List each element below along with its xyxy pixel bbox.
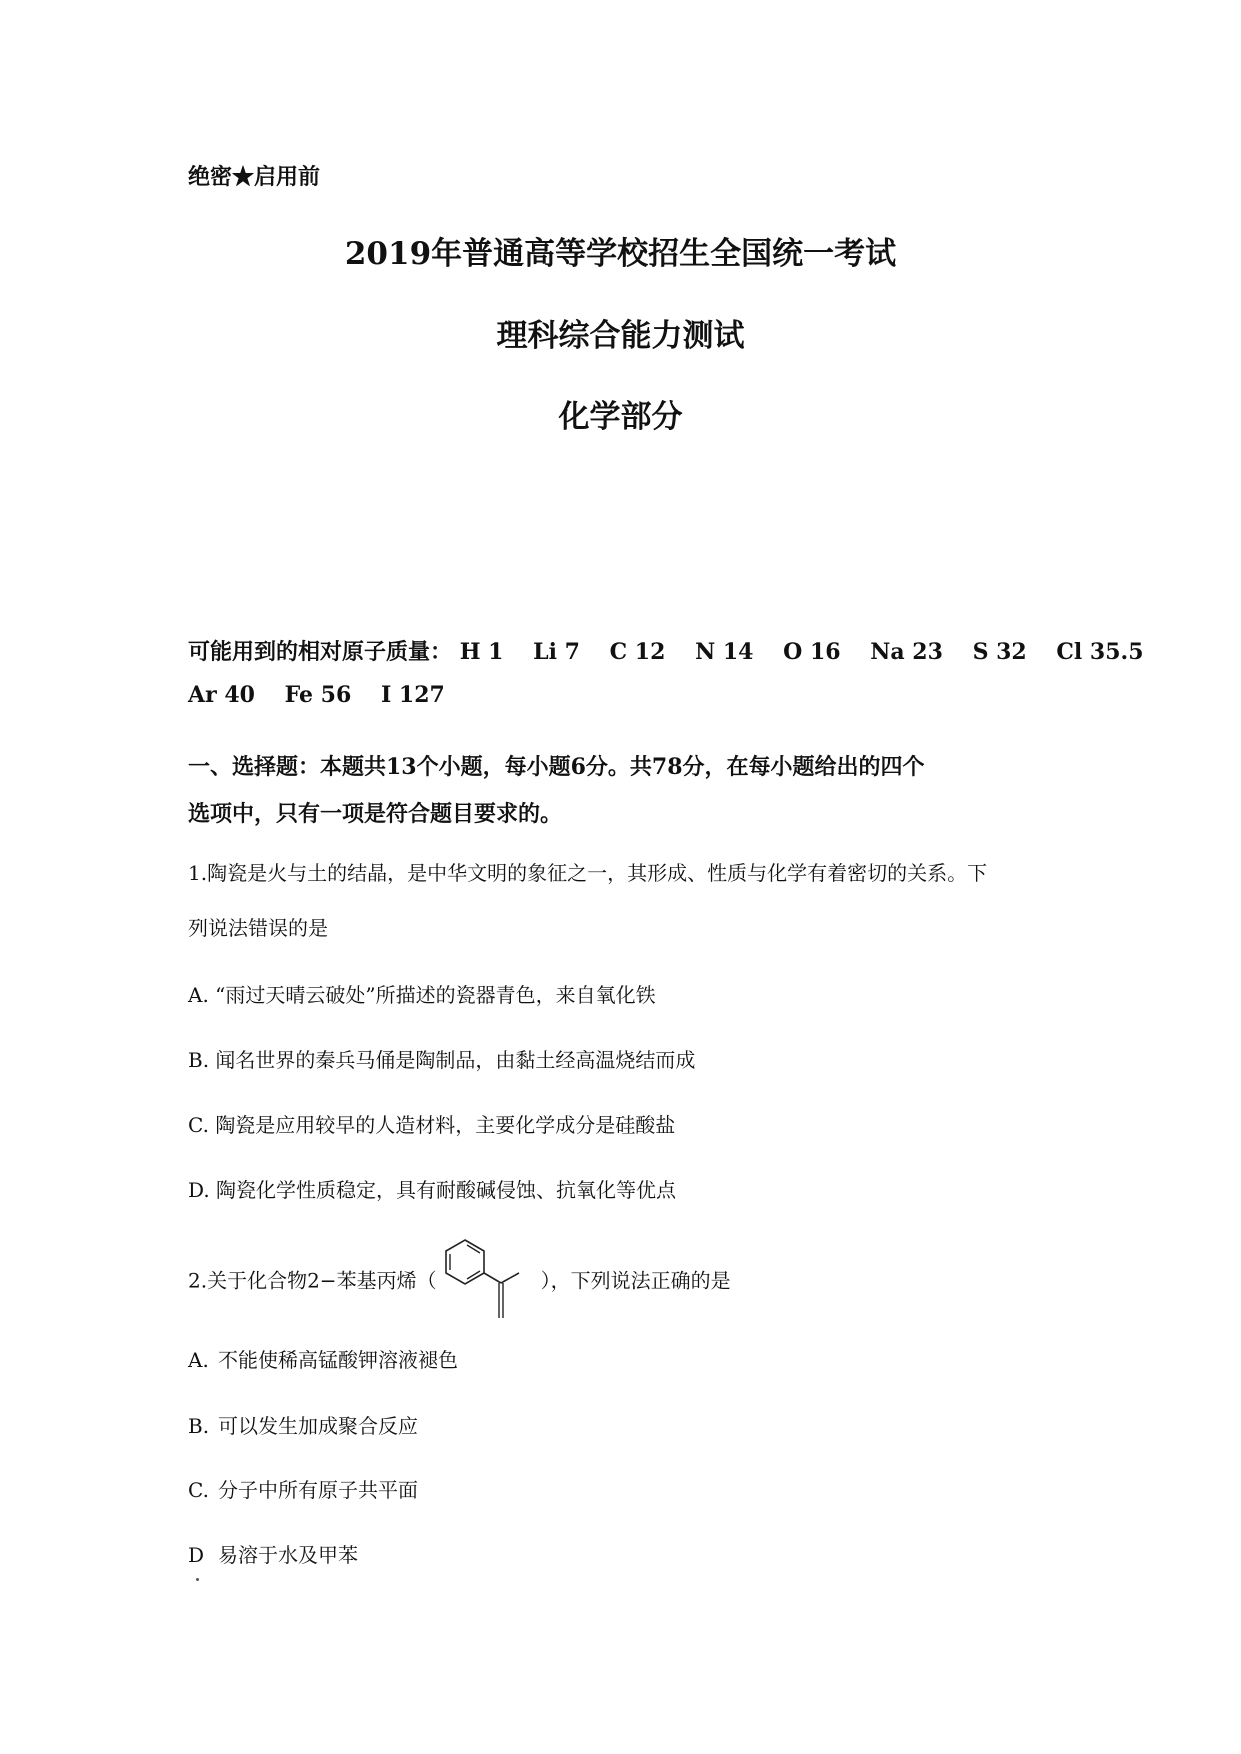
option-label: B. xyxy=(188,1048,210,1072)
option-label: A. xyxy=(188,983,209,1007)
secret-notice: 绝密★启用前 xyxy=(188,164,321,190)
exam-title: 2019年普通高等学校招生全国统一考试 xyxy=(344,236,897,272)
option-text: 陶瓷是应用较早的人造材料，主要化学成分是硅酸盐 xyxy=(215,1113,676,1137)
atomic-mass-item: S 32 xyxy=(972,639,1027,665)
atomic-mass-item: Ar 40 xyxy=(188,682,255,708)
2-phenylpropene-structure-icon xyxy=(439,1236,539,1322)
exam-subtitle: 理科综合能力测试 xyxy=(496,318,745,354)
atomic-mass-item: H 1 xyxy=(459,639,504,665)
option-text: “雨过天晴云破处”所描述的瓷器青色，来自氧化铁 xyxy=(215,983,656,1007)
option-text: 可以发生加成聚合反应 xyxy=(218,1414,418,1438)
question-2-stem xyxy=(188,1236,731,1322)
question-2-option-d xyxy=(188,1539,358,1568)
question-2-option-a xyxy=(188,1344,458,1373)
atomic-masses-line-1 xyxy=(188,635,1144,666)
part-heading-line-2: 选项中，只有一项是符合题目要求的。 xyxy=(188,801,563,827)
atomic-mass-item: Li 7 xyxy=(533,639,580,665)
atomic-mass-item: I 127 xyxy=(380,682,445,708)
option-label: A. xyxy=(188,1348,209,1372)
option-text: 陶瓷化学性质稳定，具有耐酸碱侵蚀、抗氧化等优点 xyxy=(216,1178,677,1202)
option-text: 不能使稀高锰酸钾溶液褪色 xyxy=(218,1348,458,1372)
option-label: C. xyxy=(188,1478,209,1502)
option-text: 分子中所有原子共平面 xyxy=(218,1478,418,1502)
atomic-mass-item: C 12 xyxy=(609,639,666,665)
question-1-option-d xyxy=(188,1174,676,1203)
option-label: B. xyxy=(188,1414,210,1438)
part-heading-line-1: 一、选择题：本题共13个小题，每小题6分。共78分，在每小题给出的四个 xyxy=(188,754,925,780)
atomic-mass-item: Na 23 xyxy=(870,639,943,665)
question-1-stem-line-1: 1.陶瓷是火与土的结晶，是中华文明的象征之一，其形成、性质与化学有着密切的关系。下 xyxy=(188,861,988,885)
option-text: 易溶于水及甲苯 xyxy=(218,1543,358,1567)
question-2-stem-prefix: 2.关于化合物2−苯基丙烯（ xyxy=(188,1268,437,1293)
atomic-masses-label: 可能用到的相对原子质量： xyxy=(188,639,453,665)
question-1-stem-line-2: 列说法错误的是 xyxy=(188,916,328,940)
question-1-option-c xyxy=(188,1109,675,1138)
atomic-mass-item: O 16 xyxy=(783,639,841,665)
question-1-option-b xyxy=(188,1044,695,1073)
option-label: D. xyxy=(188,1178,210,1202)
question-2-stem-suffix: ），下列说法正确的是 xyxy=(540,1268,731,1293)
question-2-option-b xyxy=(188,1410,418,1439)
option-text: 闻名世界的秦兵马俑是陶制品，由黏土经高温烧结而成 xyxy=(215,1048,696,1072)
scan-speck xyxy=(196,1578,199,1581)
question-1-option-a xyxy=(188,979,656,1008)
option-label: D xyxy=(188,1543,205,1567)
atomic-mass-item: Cl 35.5 xyxy=(1056,639,1144,665)
question-2-option-c xyxy=(188,1474,418,1503)
atomic-mass-item: Fe 56 xyxy=(284,682,352,708)
atomic-mass-item: N 14 xyxy=(695,639,754,665)
exam-section: 化学部分 xyxy=(558,399,683,435)
atomic-masses-line-2 xyxy=(188,682,467,708)
option-label: C. xyxy=(188,1113,209,1137)
